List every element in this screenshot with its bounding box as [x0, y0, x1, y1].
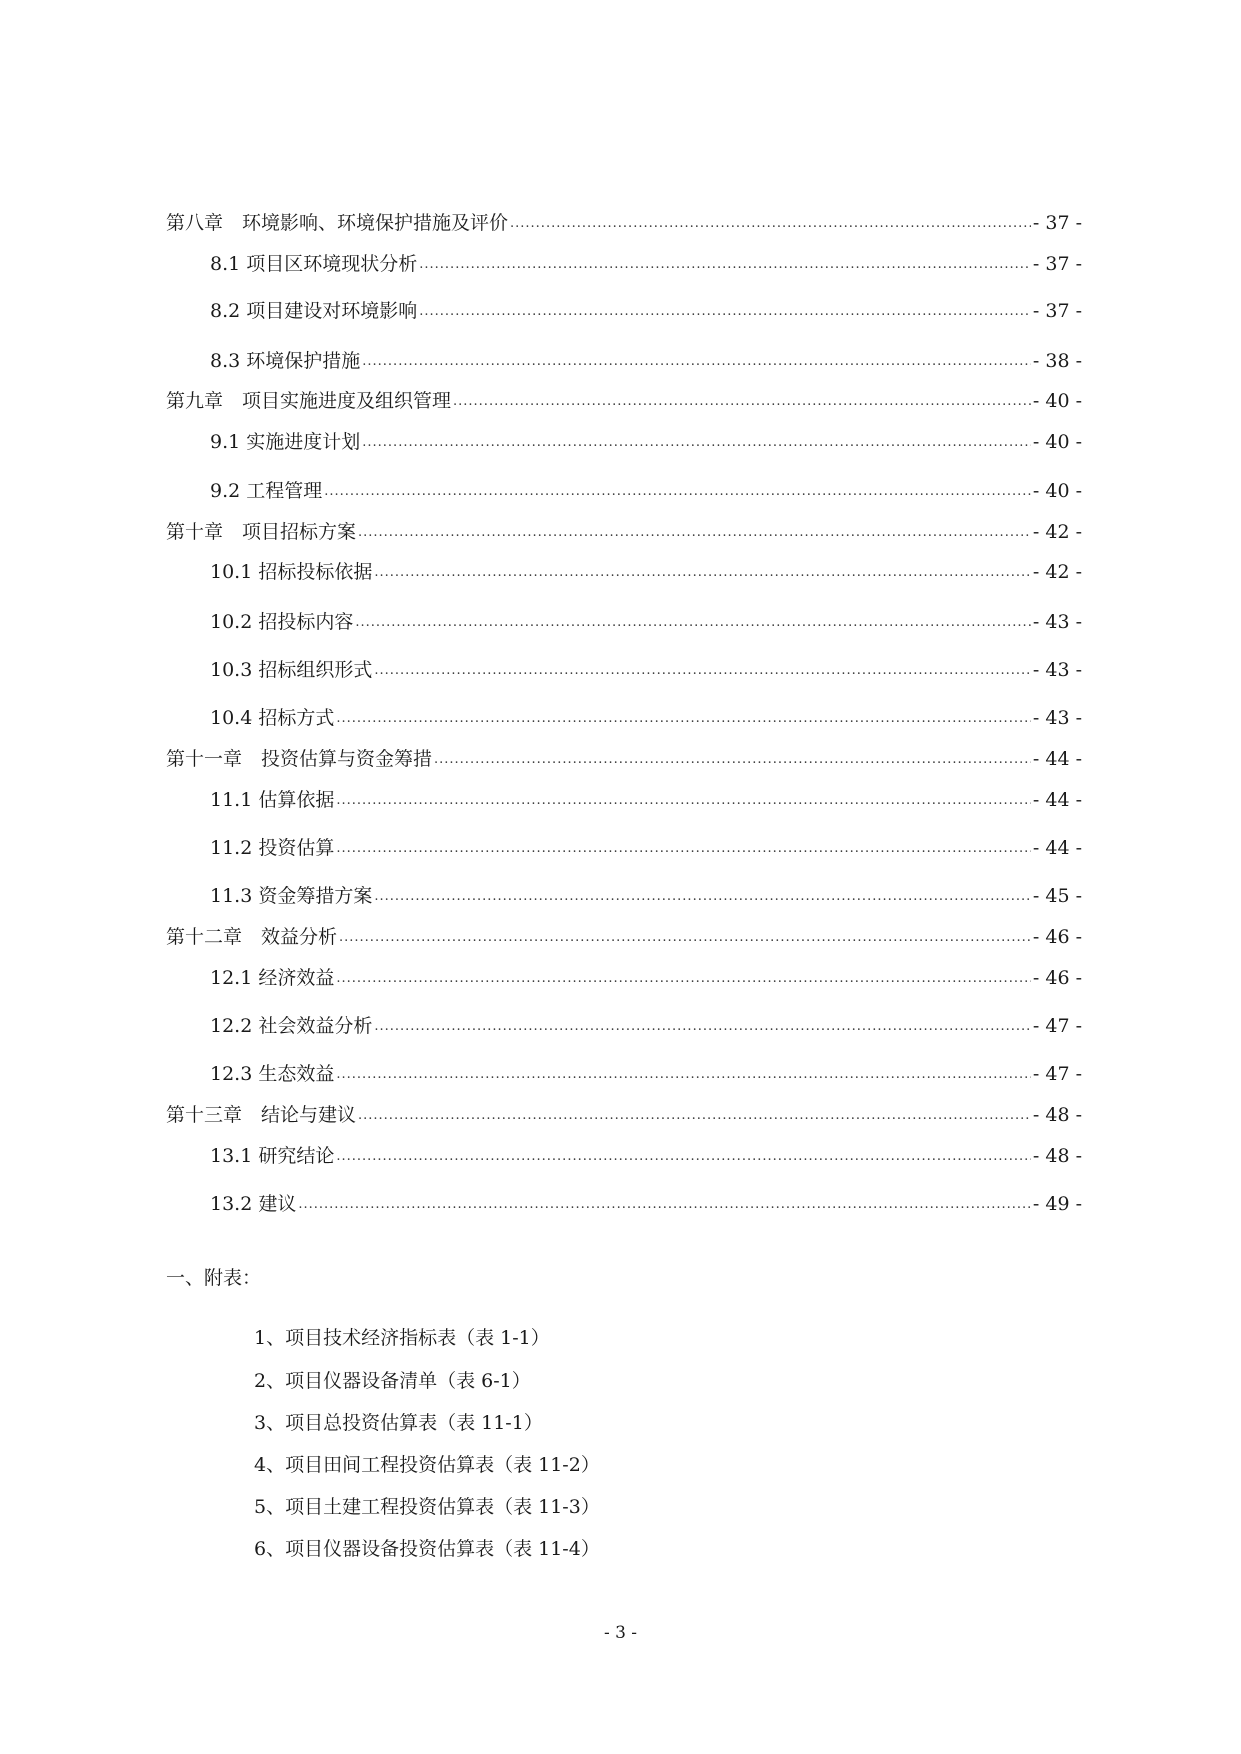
toc-entry-page: - 42 - — [1032, 561, 1082, 583]
toc-entry-page: - 44 - — [1032, 837, 1082, 859]
toc-entry-label: 13.1 研究结论 — [210, 1145, 335, 1167]
toc-entry[interactable] — [210, 1012, 1082, 1040]
toc-leader-dots — [336, 704, 1031, 732]
toc-entry-label: 9.2 工程管理 — [210, 480, 323, 502]
appendix-item: 3、项目总投资估算表（表 11-1） — [254, 1412, 543, 1434]
toc-entry[interactable] — [210, 786, 1082, 814]
toc-entry-page: - 37 - — [1032, 212, 1082, 234]
toc-entry[interactable] — [210, 882, 1082, 910]
toc-entry-page: - 47 - — [1032, 1015, 1082, 1037]
toc-leader-dots — [510, 209, 1031, 237]
toc-entry[interactable] — [210, 347, 1082, 375]
toc-leader-dots — [419, 250, 1031, 278]
toc-entry-page: - 44 - — [1032, 789, 1082, 811]
toc-leader-dots — [362, 428, 1031, 456]
toc-entry[interactable] — [166, 923, 1082, 951]
toc-entry-label: 12.3 生态效益 — [210, 1063, 335, 1085]
toc-entry-label: 12.1 经济效益 — [210, 967, 335, 989]
toc-entry-label: 11.2 投资估算 — [210, 837, 335, 859]
toc-entry-label: 第十一章 投资估算与资金筹措 — [166, 748, 433, 770]
toc-leader-dots — [336, 786, 1031, 814]
toc-entry-page: - 47 - — [1032, 1063, 1082, 1085]
toc-leader-dots — [419, 297, 1031, 325]
appendix-item: 4、项目田间工程投资估算表（表 11-2） — [254, 1454, 600, 1476]
toc-entry[interactable] — [210, 428, 1082, 456]
toc-entry[interactable] — [166, 518, 1082, 546]
toc-entry-page: - 37 - — [1032, 300, 1082, 322]
toc-entry-label: 9.1 实施进度计划 — [210, 431, 361, 453]
toc-entry[interactable] — [210, 656, 1082, 684]
toc-entry-page: - 40 - — [1032, 431, 1082, 453]
toc-entry-label: 10.2 招投标内容 — [210, 611, 354, 633]
toc-leader-dots — [374, 882, 1031, 910]
toc-leader-dots — [336, 834, 1031, 862]
toc-entry-label: 第九章 项目实施进度及组织管理 — [166, 390, 452, 412]
toc-leader-dots — [358, 1101, 1031, 1129]
toc-entry-label: 8.1 项目区环境现状分析 — [210, 253, 418, 275]
toc-entry[interactable] — [210, 1190, 1082, 1218]
toc-entry-label: 第八章 环境影响、环境保护措施及评价 — [166, 212, 509, 234]
toc-leader-dots — [324, 477, 1031, 505]
toc-entry-label: 11.1 估算依据 — [210, 789, 335, 811]
toc-leader-dots — [374, 1012, 1031, 1040]
toc-entry-label: 10.3 招标组织形式 — [210, 659, 373, 681]
toc-entry[interactable] — [210, 477, 1082, 505]
toc-entry[interactable] — [210, 297, 1082, 325]
toc-entry[interactable] — [166, 745, 1082, 773]
toc-leader-dots — [355, 608, 1031, 636]
appendix-item: 5、项目土建工程投资估算表（表 11-3） — [254, 1496, 600, 1518]
toc-leader-dots — [434, 745, 1031, 773]
toc-entry-page: - 40 - — [1032, 390, 1082, 412]
toc-entry[interactable] — [210, 834, 1082, 862]
toc-entry-page: - 43 - — [1032, 707, 1082, 729]
toc-leader-dots — [339, 923, 1031, 951]
toc-entry-label: 13.2 建议 — [210, 1193, 297, 1215]
toc-entry-page: - 45 - — [1032, 885, 1082, 907]
toc-entry[interactable] — [210, 558, 1082, 586]
toc-leader-dots — [298, 1190, 1031, 1218]
toc-entry[interactable] — [210, 964, 1082, 992]
toc-entry-page: - 38 - — [1032, 350, 1082, 372]
toc-entry-label: 第十章 项目招标方案 — [166, 521, 357, 543]
toc-entry-page: - 49 - — [1032, 1193, 1082, 1215]
toc-entry[interactable] — [210, 1142, 1082, 1170]
toc-entry-page: - 44 - — [1032, 748, 1082, 770]
toc-leader-dots — [336, 1060, 1031, 1088]
toc-entry[interactable] — [210, 704, 1082, 732]
appendix-item: 2、项目仪器设备清单（表 6-1） — [254, 1370, 531, 1392]
toc-leader-dots — [336, 1142, 1031, 1170]
toc-entry-page: - 48 - — [1032, 1145, 1082, 1167]
appendix-heading: 一、附表： — [166, 1267, 262, 1289]
toc-leader-dots — [358, 518, 1031, 546]
page-number: - 3 - — [603, 1623, 638, 1643]
toc-entry[interactable] — [166, 209, 1082, 237]
toc-entry-label: 第十二章 效益分析 — [166, 926, 338, 948]
toc-entry-page: - 46 - — [1032, 926, 1082, 948]
toc-leader-dots — [453, 387, 1031, 415]
toc-entry-page: - 48 - — [1032, 1104, 1082, 1126]
toc-entry[interactable] — [210, 250, 1082, 278]
toc-entry-label: 12.2 社会效益分析 — [210, 1015, 373, 1037]
toc-leader-dots — [336, 964, 1031, 992]
toc-entry[interactable] — [166, 1101, 1082, 1129]
toc-entry-page: - 42 - — [1032, 521, 1082, 543]
appendix-item: 1、项目技术经济指标表（表 1-1） — [254, 1327, 550, 1349]
toc-leader-dots — [362, 347, 1031, 375]
toc-entry-page: - 43 - — [1032, 659, 1082, 681]
toc-entry-label: 11.3 资金筹措方案 — [210, 885, 373, 907]
toc-entry-page: - 43 - — [1032, 611, 1082, 633]
toc-entry[interactable] — [210, 608, 1082, 636]
toc-entry-label: 10.4 招标方式 — [210, 707, 335, 729]
toc-entry-label: 10.1 招标投标依据 — [210, 561, 373, 583]
toc-entry-page: - 46 - — [1032, 967, 1082, 989]
toc-leader-dots — [374, 656, 1031, 684]
appendix-item: 6、项目仪器设备投资估算表（表 11-4） — [254, 1538, 600, 1560]
toc-entry-page: - 37 - — [1032, 253, 1082, 275]
toc-entry-label: 8.3 环境保护措施 — [210, 350, 361, 372]
toc-entry[interactable] — [166, 387, 1082, 415]
toc-entry-label: 第十三章 结论与建议 — [166, 1104, 357, 1126]
toc-entry-page: - 40 - — [1032, 480, 1082, 502]
toc-leader-dots — [374, 558, 1031, 586]
toc-entry[interactable] — [210, 1060, 1082, 1088]
toc-entry-label: 8.2 项目建设对环境影响 — [210, 300, 418, 322]
